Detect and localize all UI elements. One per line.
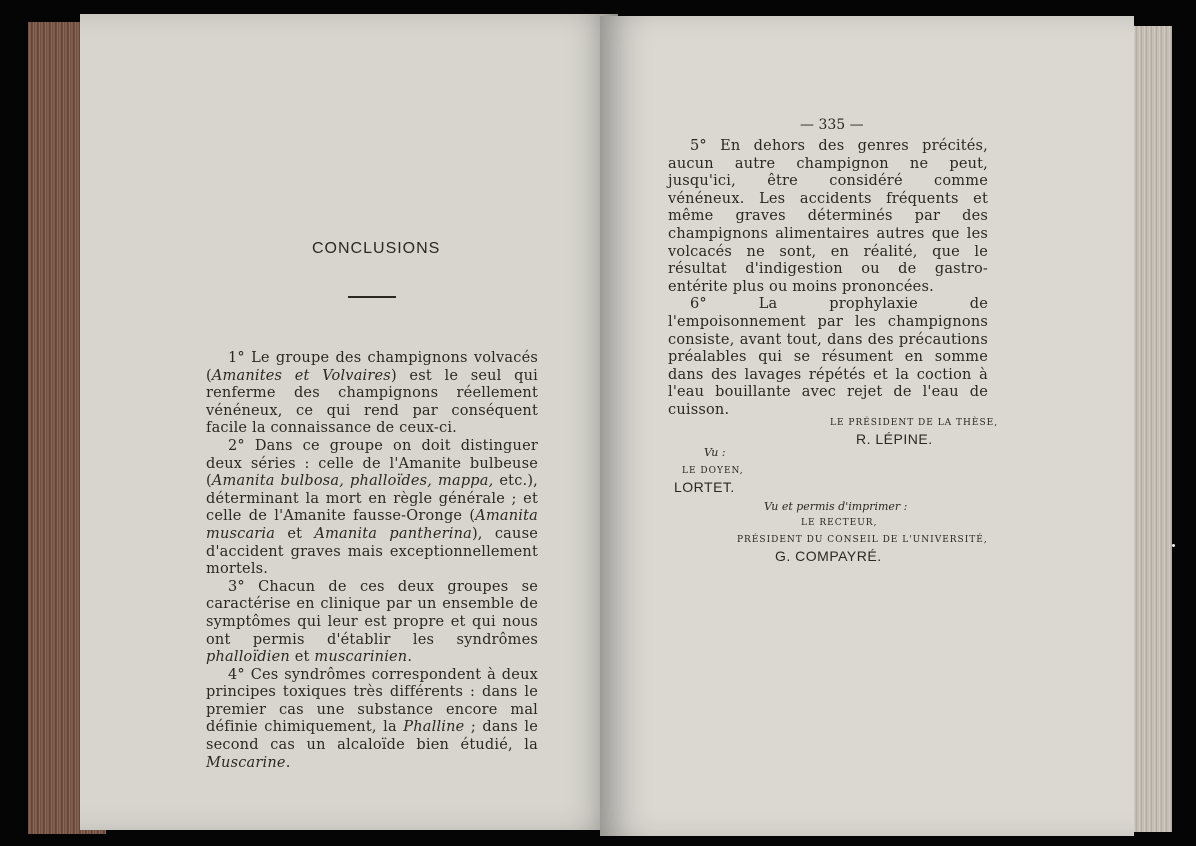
vu-label: Vu :: [704, 446, 726, 459]
page-edges-right: [1128, 26, 1172, 832]
book-spread: [20, 8, 1176, 838]
conclusion-2: 2° Dans ce groupe on doit distinguer deux séries : celle de l'Amanite bulbeuse (Amanita bulbosa, phalloïdes, mappa, etc.), déterminant la mort en règle générale ; et celle de l'Amanite fausse-Oronge (Amanita muscaria et Amanita pantherina), cause d'accident graves mais exceptionnellement mortels.: [206, 437, 538, 578]
conclusion-3: 3° Chacun de ces deux groupes se caractérise en clinique par un ensemble de symptômes qui leur est propre et qui nous ont permis d'établir les syndrômes phalloïdien et muscarinien.: [206, 578, 538, 666]
recteur-title: LE RECTEUR,: [801, 518, 878, 528]
page-number: — 335 —: [800, 117, 864, 133]
right-text: [668, 138, 988, 420]
page-title: CONCLUSIONS: [312, 240, 441, 257]
left-text: [206, 350, 538, 772]
speck: [1172, 544, 1175, 547]
doyen-title: LE DOYEN,: [682, 466, 744, 476]
recteur-name: G. COMPAYRÉ.: [775, 548, 882, 564]
conclusion-4: 4° Ces syndrômes correspondent à deux principes toxiques très différents : dans le premier cas une substance encore mal définie chimiquement, la Phalline ; dans le second cas un alcaloïde bien étudié, la Muscarine.: [206, 666, 539, 771]
conclusion-5: 5° En dehors des genres précités, aucun autre champignon ne peut, jusqu'ici, être considéré comme vénéneux. Les accidents fréquents et même graves déterminés par des champignons alimentaires autres que les volcacés ne sont, en réalité, que le résultat d'indigestion ou de gastro-entérite plus ou moins prononcées.: [668, 138, 988, 295]
president-name: R. LÉPINE.: [856, 431, 933, 447]
title-rule: [348, 296, 396, 298]
president-title: LE PRÉSIDENT DE LA THÈSE,: [830, 418, 999, 428]
recteur-subtitle: PRÉSIDENT DU CONSEIL DE L'UNIVERSITÉ,: [737, 535, 988, 545]
conclusion-6: 6° La prophylaxie de l'empoisonnement par les champignons consiste, avant tout, dans des précautions préalables qui se résument en somme dans des lavages répétés et la coction à l'eau bouillante avec rejet de l'eau de cuisson.: [668, 296, 988, 418]
permis-label: Vu et permis d'imprimer :: [764, 500, 908, 513]
conclusion-1: 1° Le groupe des champignons volvacés (Amanites et Volvaires) est le seul qui renferme des champignons réellement vénéneux, ce qui rend par conséquent facile la connaissance de ceux-ci.: [206, 350, 538, 437]
doyen-name: LORTET.: [674, 479, 735, 495]
